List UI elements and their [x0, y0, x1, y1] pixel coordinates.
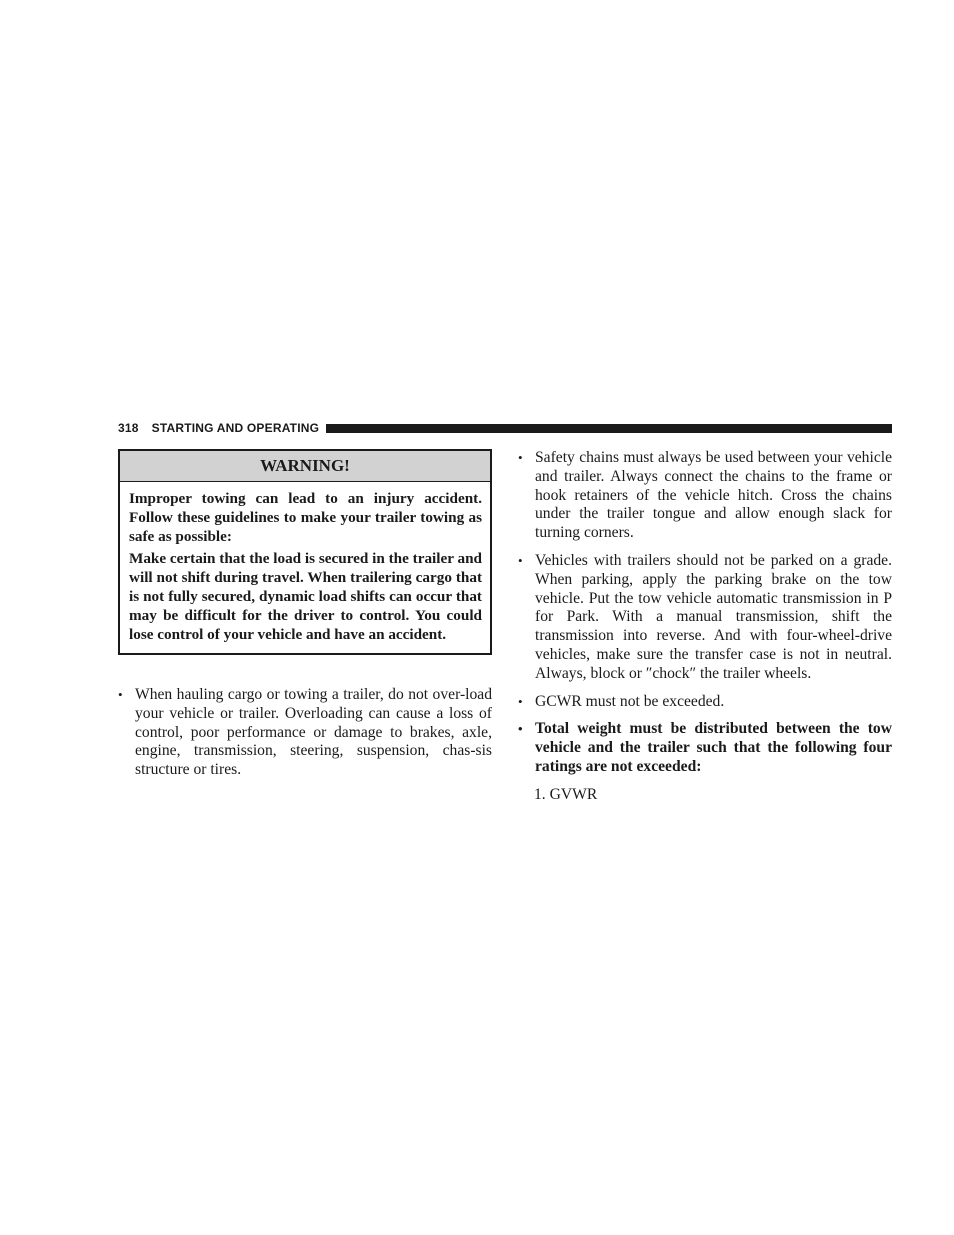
warning-paragraph: Improper towing can lead to an injury accident. Follow these guidelines to make your trailer towing as safe as possible:	[129, 490, 482, 545]
list-item	[518, 693, 892, 712]
list-item	[118, 686, 492, 780]
bullet-icon: •	[118, 687, 123, 702]
bullet-icon: •	[518, 450, 523, 465]
list-item-text: When hauling cargo or towing a trailer, do not over-load your vehicle or trailer. Overloading can cause a loss of control, poor performance or damage to brakes, axle, engine, transmission, steering, suspension, chas-sis structure or tires.	[135, 686, 492, 779]
left-column	[118, 686, 492, 789]
list-item-text: Vehicles with trailers should not be parked on a grade. When parking, apply the parking brake on the tow vehicle. Put the tow vehicle automatic transmission in P for Park. With a manual transmission, shift the transmission into reverse. And with four-wheel-drive vehicles, make sure the transfer case is not in neutral. Always, block or ″chock″ the trailer wheels.	[535, 551, 892, 682]
list-item-text: GCWR must not be exceeded.	[535, 692, 725, 710]
right-column	[518, 449, 892, 805]
section-title: STARTING AND OPERATING	[151, 421, 320, 435]
page-number: 318	[118, 421, 139, 435]
numbered-item: 1. GVWR	[534, 785, 598, 803]
list-item-text: Safety chains must always be used between your vehicle and trailer. Always connect the chains to the frame or hook retainers of the vehicle hitch. Cross the chains under the trailer tongue and allow enough slack for turning corners.	[535, 449, 892, 542]
bullet-icon: •	[518, 693, 523, 709]
list-item	[518, 552, 892, 684]
bullet-icon: •	[518, 552, 523, 568]
header-rule	[326, 424, 892, 433]
bullet-icon: •	[518, 721, 523, 737]
list-item-text: Total weight must be distributed between the tow vehicle and the trailer such that the following four ratings are not exceeded:	[535, 720, 892, 775]
page-header	[118, 419, 892, 437]
warning-box	[118, 449, 492, 655]
list-item	[518, 720, 892, 776]
warning-body	[120, 482, 490, 653]
list-item	[518, 449, 892, 543]
warning-title: WARNING!	[120, 451, 490, 482]
warning-paragraph: Make certain that the load is secured in the trailer and will not shift during travel. When trailering cargo that is not fully secured, dynamic load shifts can occur that may be difficult for the driver to control. You could lose control of your vehicle and have an accident.	[129, 550, 482, 643]
